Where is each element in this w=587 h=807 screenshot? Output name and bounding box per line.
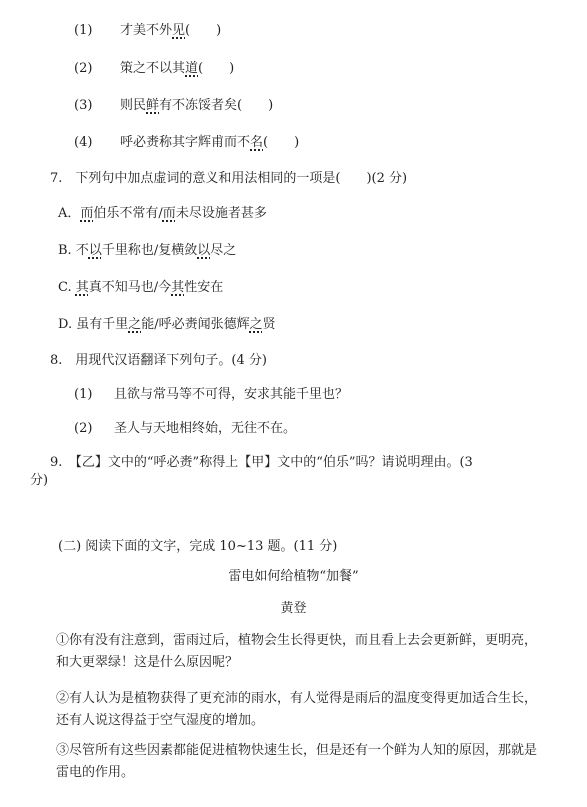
item-text: 则民 [120,98,147,113]
item-text: 策之不以其 [120,61,186,76]
item-number: (1) [74,387,93,402]
item-text: 呼必赉称其字辉甫而不 [120,135,251,150]
option-text: 虽有千里 [76,317,129,332]
q6-item-2 [74,60,234,78]
q7-stem: 7. 下列句中加点虚词的意义和用法相同的一项是( )(2 分) [50,171,408,186]
item-number: (2) [74,421,93,436]
article-title: 雷电如何给植物“加餐” [228,569,359,584]
item-text: 且欲与常马等不可得，安求其能千里也？ [114,387,349,402]
q8-stem: 8. 用现代汉语翻译下列句子。(4 分) [50,353,267,368]
item-text-tail: 有不冻馁者矣( ) [159,98,274,113]
option-text: 未尽设施者甚多 [175,206,267,221]
q7-option-c [58,279,223,297]
dotted-char: 而 [162,206,176,221]
dotted-char: 以 [197,243,211,258]
article-paragraph-2: ②有人认为是植物获得了更充沛的雨水，有人觉得是雨后的温度变得更加适合生长，还有人说这得益于空气湿度的增加。 [56,691,538,728]
q7-option-b [58,242,236,260]
option-label: C. [58,280,72,295]
article-paragraph-3: ③尽管所有这些因素都能促进植物快速生长，但是还有一个鲜为人知的原因，那就是雷电的作用。 [56,743,538,780]
q6-item-1 [74,22,221,40]
option-label: B. [58,243,72,258]
answer-blank: ( ) [263,135,300,150]
article-author: 黄登 [280,601,307,616]
article-paragraph-1: ①你有没有注意到，雷雨过后，植物会生长得更快，而且看上去会更新鲜，更明亮，和大更翠绿！这是什么原因呢？ [56,633,538,670]
item-number: (2) [74,61,93,76]
q9-line-1: 9. 【乙】文中的“呼必赉”称得上【甲】文中的“伯乐”吗？请说明理由。(3 [50,455,473,470]
dotted-char: 以 [88,243,102,258]
option-text: 性安在 [184,280,224,295]
item-number: (3) [74,98,93,113]
option-text: 贤 [262,317,276,332]
dotted-char: 其 [75,280,89,295]
dotted-char: 而 [80,206,94,221]
answer-blank: ( ) [185,23,222,38]
dotted-char: 其 [171,280,185,295]
q8-item-2 [74,420,296,438]
option-text: 尽之 [210,243,237,258]
item-number: (1) [74,23,93,38]
option-text: 伯乐不常有/ [93,206,163,221]
option-text: 不 [75,243,89,258]
option-text: 千里称也/复横敛 [101,243,198,258]
option-label: A． [58,206,81,221]
q7-option-d [58,316,276,334]
dotted-char: 道 [185,61,199,76]
q8-item-1 [74,386,348,404]
answer-blank: ( ) [198,61,235,76]
q7-option-a [58,205,267,223]
dotted-char: 见 [172,23,186,38]
item-number: (4) [74,135,93,150]
q6-item-4 [74,134,299,152]
option-text: 能/呼必赉闻张德辉 [141,317,250,332]
section-intro: (二) 阅读下面的文字，完成 10~13 题。(11 分) [58,539,338,554]
option-text: 真不知马也/今 [88,280,172,295]
item-text: 圣人与天地相终始，无往不在。 [114,421,297,436]
dotted-char: 鲜 [146,98,160,113]
q6-item-3 [74,97,273,115]
item-text: 才美不外 [120,23,173,38]
option-label: D. [58,317,73,332]
dotted-char: 之 [128,317,142,332]
dotted-char: 名 [250,135,264,150]
dotted-char: 之 [249,317,263,332]
q9-line-2: 分) [30,473,49,488]
